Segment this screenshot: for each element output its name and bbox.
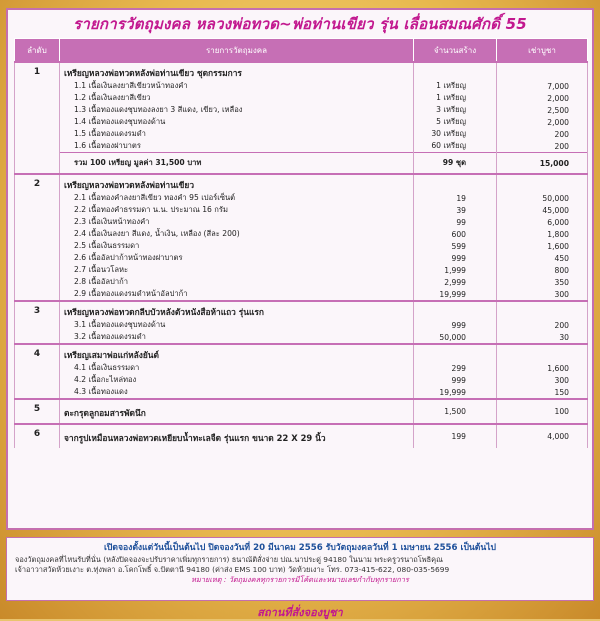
item-qty: 1 เหรียญ: [414, 80, 497, 92]
item-price: 800: [497, 264, 588, 276]
item-qty: 3 เหรียญ: [414, 104, 497, 116]
item-qty: 99: [414, 216, 497, 228]
group-number: 5: [15, 399, 60, 424]
booking-terms: จองวัตถุมงคลที่ไหนรับที่นั่น (หลังปิดจองจะปรับราคาเพิ่มทุกรายการ) ธนาณัติสั่งจ่าย ปณ.นาประดู่ 94180 ในนาม พระครูวรนาถโพธิคุณ: [15, 555, 443, 564]
item-name: 1.1 เนื้อเงินลงยาสีเขียวหน้าทองคำ: [60, 80, 414, 92]
item-qty: 39: [414, 204, 497, 216]
item-price: 45,000: [497, 204, 588, 216]
item-price: 1,600: [497, 362, 588, 374]
table-row: [15, 228, 588, 240]
footer-info: [6, 537, 594, 601]
item-name: 2.2 เนื้อทองคำธรรมดา น.น. ประมาณ 16 กรัม: [60, 204, 414, 216]
item-price: 2,500: [497, 104, 588, 116]
item-name: 2.5 เนื้อเงินธรรมดา: [60, 240, 414, 252]
group-price: 4,000: [497, 424, 588, 448]
total-price: 15,000: [497, 153, 588, 175]
item-qty: 600: [414, 228, 497, 240]
item-price: 1,600: [497, 240, 588, 252]
item-name: 2.4 เนื้อเงินลงยา สีแดง, น้ำเงิน, เหลือง (สีละ 200): [60, 228, 414, 240]
item-name: 2.3 เนื้อเงินหน้าทองคำ: [60, 216, 414, 228]
item-price: 350: [497, 276, 588, 288]
table-row: [15, 116, 588, 128]
item-name: 1.3 เนื้อทองแดงชุบทองลงยา 3 สีแดง, เขียว, เหลือง: [60, 104, 414, 116]
group-qty: [414, 62, 497, 80]
booking-period: เปิดจองตั้งแต่วันนี้เป็นต้นไป ปิดจองวันที่ 20 มีนาคม 2556 รับวัตถุมงคลวันที่ 1 เมษายน 2556 เป็นต้นไป: [103, 543, 497, 553]
group-total-row: [15, 153, 588, 175]
item-price: 450: [497, 252, 588, 264]
group-row: [15, 174, 588, 192]
group-row: [15, 62, 588, 80]
item-qty: 19,999: [414, 288, 497, 301]
item-price: 30: [497, 331, 588, 344]
table-row: [15, 240, 588, 252]
group-number: 6: [15, 424, 60, 448]
item-name: 1.5 เนื้อทองแดงรมดำ: [60, 128, 414, 140]
item-qty: 19,999: [414, 386, 497, 399]
group-qty: 1,500: [414, 399, 497, 424]
item-name: 4.2 เนื้อกะไหล่ทอง: [60, 374, 414, 386]
group-price: [497, 62, 588, 80]
item-price: 300: [497, 374, 588, 386]
item-price: 7,000: [497, 80, 588, 92]
header-price: เช่าบูชา: [497, 39, 588, 63]
group-qty: [414, 174, 497, 192]
table-row: [15, 288, 588, 301]
group-number: 1: [15, 62, 60, 174]
group-title: จากรูปเหมือนหลวงพ่อทวดเหยียบน้ำทะเลจืด รุ่นแรก ขนาด 22 X 29 นิ้ว: [60, 424, 414, 448]
item-price: 200: [497, 319, 588, 331]
header-item: รายการวัตถุมงคล: [60, 39, 414, 63]
price-list-sheet: [6, 8, 594, 530]
table-row: [15, 374, 588, 386]
table-row: [15, 276, 588, 288]
item-qty: 299: [414, 362, 497, 374]
total-qty: 99 ชุด: [414, 153, 497, 175]
group-row: [15, 399, 588, 424]
place-label: สถานที่สั่งจองบูชา: [257, 606, 343, 619]
item-qty: 999: [414, 252, 497, 264]
group-qty: [414, 301, 497, 319]
group-title: เหรียญเสมาพ่อแก่หลังยันต์: [60, 344, 414, 362]
table-row: [15, 140, 588, 153]
group-title: ตะกรุดลูกอมสารพัดนึก: [60, 399, 414, 424]
group-row: [15, 344, 588, 362]
item-qty: 599: [414, 240, 497, 252]
group-row: [15, 301, 588, 319]
group-title: เหรียญหลวงพ่อทวดกลีบบัวหลังตัวหนังสือห้าแถว รุ่นแรก: [60, 301, 414, 319]
item-name: 1.6 เนื้อทองฝาบาตร: [60, 140, 414, 153]
table-row: [15, 92, 588, 104]
item-name: 2.1 เนื้อทองคำลงยาสีเขียว ทองคำ 95 เปอร์เซ็นต์: [60, 192, 414, 204]
item-qty: 50,000: [414, 331, 497, 344]
item-qty: 1 เหรียญ: [414, 92, 497, 104]
item-name: 4.3 เนื้อทองแดง: [60, 386, 414, 399]
item-name: 1.4 เนื้อทองแดงชุบทองด้าน: [60, 116, 414, 128]
item-qty: 1,999: [414, 264, 497, 276]
remark: หมายเหตุ : วัตถุมงคลทุกรายการมีโค้ดและหมายเลขกำกับทุกรายการ: [191, 575, 409, 584]
table-row: [15, 331, 588, 344]
item-price: 150: [497, 386, 588, 399]
item-qty: 999: [414, 374, 497, 386]
table-header: [15, 39, 588, 63]
items-table: [14, 38, 588, 448]
item-price: 200: [497, 140, 588, 153]
group-number: 4: [15, 344, 60, 399]
table-row: [15, 319, 588, 331]
group-qty: 199: [414, 424, 497, 448]
group-price: 100: [497, 399, 588, 424]
table-row: [15, 216, 588, 228]
item-price: 300: [497, 288, 588, 301]
item-qty: 60 เหรียญ: [414, 140, 497, 153]
item-price: 6,000: [497, 216, 588, 228]
item-name: 3.2 เนื้อทองแดงรมดำ: [60, 331, 414, 344]
item-price: 200: [497, 128, 588, 140]
item-name: 4.1 เนื้อเงินธรรมดา: [60, 362, 414, 374]
table-row: [15, 104, 588, 116]
total-label: รวม 100 เหรียญ มูลค่า 31,500 บาท: [60, 153, 414, 175]
item-qty: 30 เหรียญ: [414, 128, 497, 140]
item-name: 2.7 เนื้อนวโลหะ: [60, 264, 414, 276]
item-price: 2,000: [497, 116, 588, 128]
table-row: [15, 192, 588, 204]
item-price: 50,000: [497, 192, 588, 204]
item-qty: 19: [414, 192, 497, 204]
group-price: [497, 344, 588, 362]
group-title: เหรียญหลวงพ่อทวดหลังพ่อท่านเขียว ชุดกรรมการ: [60, 62, 414, 80]
group-number: 2: [15, 174, 60, 301]
item-name: 2.6 เนื้ออัลปาก้าหน้าทองฝาบาตร: [60, 252, 414, 264]
table-row: [15, 362, 588, 374]
table-row: [15, 264, 588, 276]
group-number: 3: [15, 301, 60, 344]
page-title: รายการวัตถุมงคล หลวงพ่อทวด~พ่อท่านเขียว รุ่น เลื่อนสมณศักดิ์ 55: [73, 15, 527, 33]
item-name: 2.9 เนื้อทองแดงรมดำหน้าอัลปาก้า: [60, 288, 414, 301]
item-qty: 5 เหรียญ: [414, 116, 497, 128]
table-row: [15, 252, 588, 264]
item-name: 3.1 เนื้อทองแดงชุบทองด้าน: [60, 319, 414, 331]
group-row: [15, 424, 588, 448]
table-row: [15, 204, 588, 216]
group-price: [497, 174, 588, 192]
table-row: [15, 128, 588, 140]
item-name: 2.8 เนื้ออัลปาก้า: [60, 276, 414, 288]
contact-info: เจ้าอาวาสวัดห้วยเงาะ ต.ทุ่งพลา อ.โคกโพธิ์ จ.ปัตตานี 94180 (ค่าส่ง EMS 100 บาท) วัดห้วยเงาะ โทร. 073-415-622, 080-035-5699: [15, 565, 450, 574]
item-price: 2,000: [497, 92, 588, 104]
group-price: [497, 301, 588, 319]
group-title: เหรียญหลวงพ่อทวดหลังพ่อท่านเขียว: [60, 174, 414, 192]
table-row: [15, 386, 588, 399]
table-row: [15, 80, 588, 92]
header-no: ลำดับ: [15, 39, 60, 63]
header-qty: จำนวนสร้าง: [414, 39, 497, 63]
item-price: 1,800: [497, 228, 588, 240]
item-qty: 2,999: [414, 276, 497, 288]
group-qty: [414, 344, 497, 362]
item-qty: 999: [414, 319, 497, 331]
item-name: 1.2 เนื้อเงินลงยาสีเขียว: [60, 92, 414, 104]
